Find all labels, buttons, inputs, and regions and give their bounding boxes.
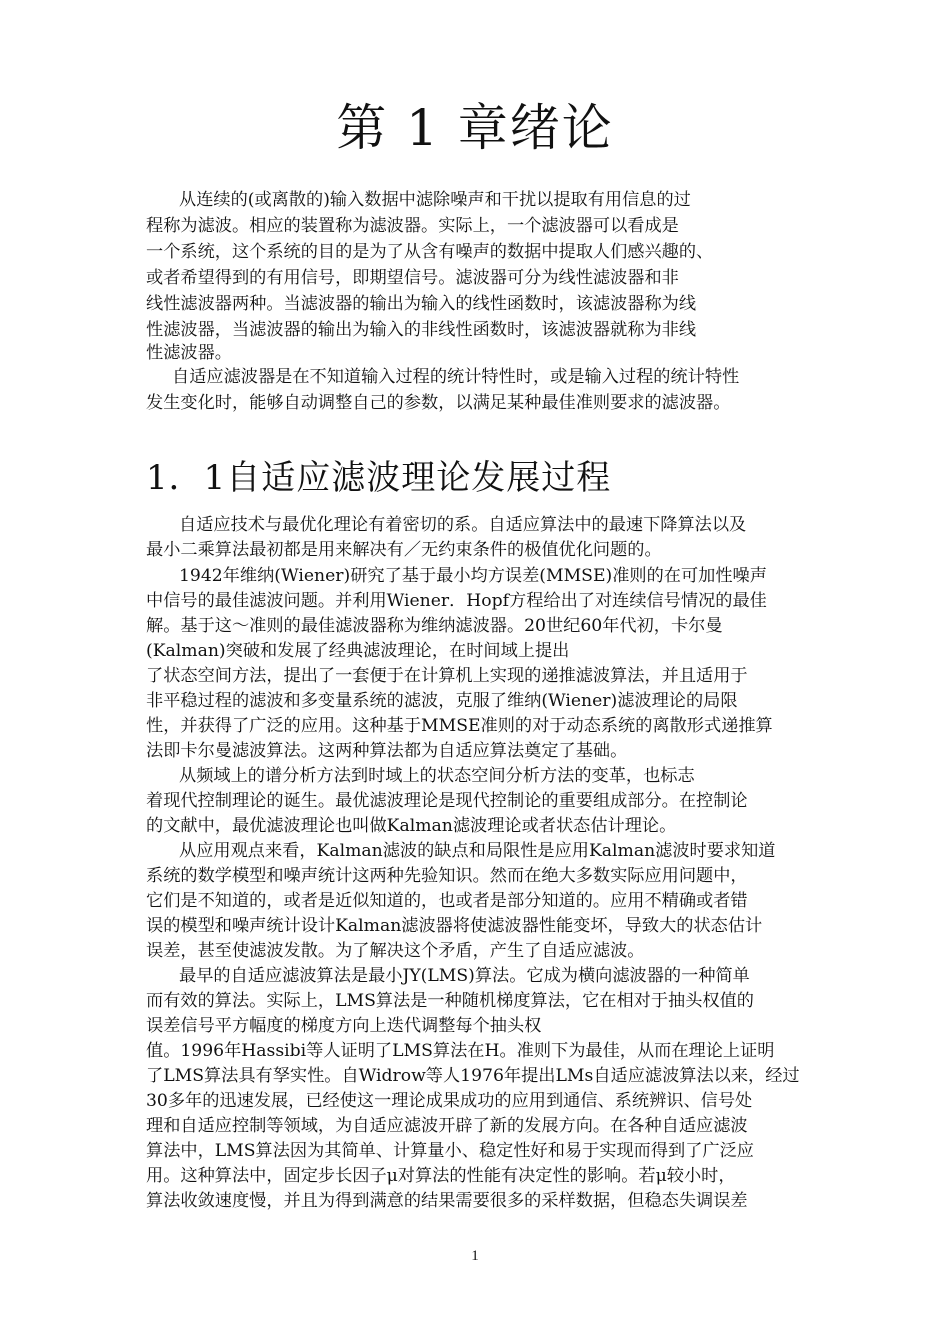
body-line: (Kalman)突破和发展了经典滤波理论，在时间域上提出 (146, 641, 570, 661)
body-line: 解。基于这～准则的最佳滤波器称为维纳滤波器。20世纪60年代初，卡尔曼 (146, 616, 723, 636)
body-line: 法即卡尔曼滤波算法。这两种算法都为自适应算法奠定了基础。 (146, 741, 628, 761)
body-line: 非平稳过程的滤波和多变量系统的滤波，克服了维纳(Wiener)滤波理论的局限 (146, 691, 738, 711)
body-line: 系统的数学模型和噪声统计这两种先验知识。然而在绝大多数实际应用问题中， (146, 866, 748, 886)
body-line: 的文献中，最优滤波理论也叫做Kalman滤波理论或者状态估计理论。 (146, 816, 677, 836)
body-line: 1942年维纳(Wiener)研究了基于最小均方误差(MMSE)准则的在可加性噪声 (179, 566, 767, 586)
body-line: 算法收敛速度慢，并且为得到满意的结果需要很多的采样数据，但稳态失调误差 (146, 1191, 748, 1211)
intro-line: 一个系统，这个系统的目的是为了从含有噪声的数据中提取人们感兴趣的、 (146, 242, 714, 262)
body-line: 从频域上的谱分析方法到时域上的状态空间分析方法的变革，也标志 (179, 766, 695, 786)
body-line: 误差，甚至使滤波发散。为了解决这个矛盾，产生了自适应滤波。 (146, 941, 645, 961)
body-line: 自适应技术与最优化理论有着密切的系。自适应算法中的最速下降算法以及 (179, 515, 747, 535)
body-line: 误差信号平方幅度的梯度方向上迭代调整每个抽头权 (146, 1016, 542, 1036)
body-line: 误的模型和噪声统计设计Kalman滤波器将使滤波器性能变坏，导致大的状态估计 (146, 916, 763, 936)
intro-line: 性滤波器。 (146, 343, 232, 363)
intro-line: 发生变化时，能够自动调整自己的参数，以满足某种最佳准则要求的滤波器。 (146, 393, 731, 413)
body-line: 中信号的最佳滤波问题。并利用Wiener．Hopf方程给出了对连续信号情况的最佳 (146, 591, 767, 611)
body-line: 理和自适应控制等领域，为自适应滤波开辟了新的发展方向。在各种自适应滤波 (146, 1116, 748, 1136)
intro-line: 或者希望得到的有用信号，即期望信号。滤波器可分为线性滤波器和非 (146, 268, 679, 288)
body-line: 而有效的算法。实际上，LMS算法是一种随机梯度算法，它在相对于抽头权值的 (146, 991, 754, 1011)
body-line: 了状态空间方法，提出了一套便于在计算机上实现的递推滤波算法，并且适用于 (146, 666, 748, 686)
intro-line: 性滤波器，当滤波器的输出为输入的非线性函数时，该滤波器就称为非线 (146, 320, 697, 340)
body-line: 着现代控制理论的诞生。最优滤波理论是现代控制论的重要组成部分。在控制论 (146, 791, 748, 811)
intro-line: 线性滤波器两种。当滤波器的输出为输入的线性函数时，该滤波器称为线 (146, 294, 697, 314)
intro-line: 从连续的(或离散的)输入数据中滤除噪声和干扰以提取有用信息的过 (179, 190, 691, 210)
body-line: 了LMS算法具有孥实性。自Widrow等人1976年提出LMs自适应滤波算法以来，经过 (146, 1066, 800, 1086)
body-line: 性，并获得了广泛的应用。这种基于MMSE准则的对于动态系统的离散形式递推算 (146, 716, 773, 736)
section-title: 1．1自适应滤波理论发展过程 (146, 458, 612, 498)
body-line: 它们是不知道的，或者是近似知道的，也或者是部分知道的。应用不精确或者错 (146, 891, 748, 911)
body-line: 最小二乘算法最初都是用来解决有／无约束条件的极值优化问题的。 (146, 540, 662, 560)
body-line: 用。这种算法中，固定步长因子μ对算法的性能有决定性的影响。若μ较小时， (146, 1166, 736, 1186)
body-line: 算法中，LMS算法因为其简单、计算量小、稳定性好和易于实现而得到了广泛应 (146, 1141, 754, 1161)
body-line: 30多年的迅速发展，已经使这一理论成果成功的应用到通信、系统辨识、信号处 (146, 1091, 753, 1111)
body-line: 值。1996年Hassibi等人证明了LMS算法在H。准则下为最佳，从而在理论上证明 (146, 1041, 775, 1061)
body-line: 最早的自适应滤波算法是最小JY(LMS)算法。它成为横向滤波器的一种简单 (179, 966, 750, 986)
intro-line: 程称为滤波。相应的装置称为滤波器。实际上，一个滤波器可以看成是 (146, 216, 679, 236)
body-line: 从应用观点来看，Kalman滤波的缺点和局限性是应用Kalman滤波时要求知道 (179, 841, 776, 861)
chapter-title: 第 1 章绪论 (336, 99, 614, 157)
intro-line: 自适应滤波器是在不知道输入过程的统计特性时，或是输入过程的统计特性 (172, 367, 740, 387)
page-number: 1 (471, 1248, 479, 1264)
